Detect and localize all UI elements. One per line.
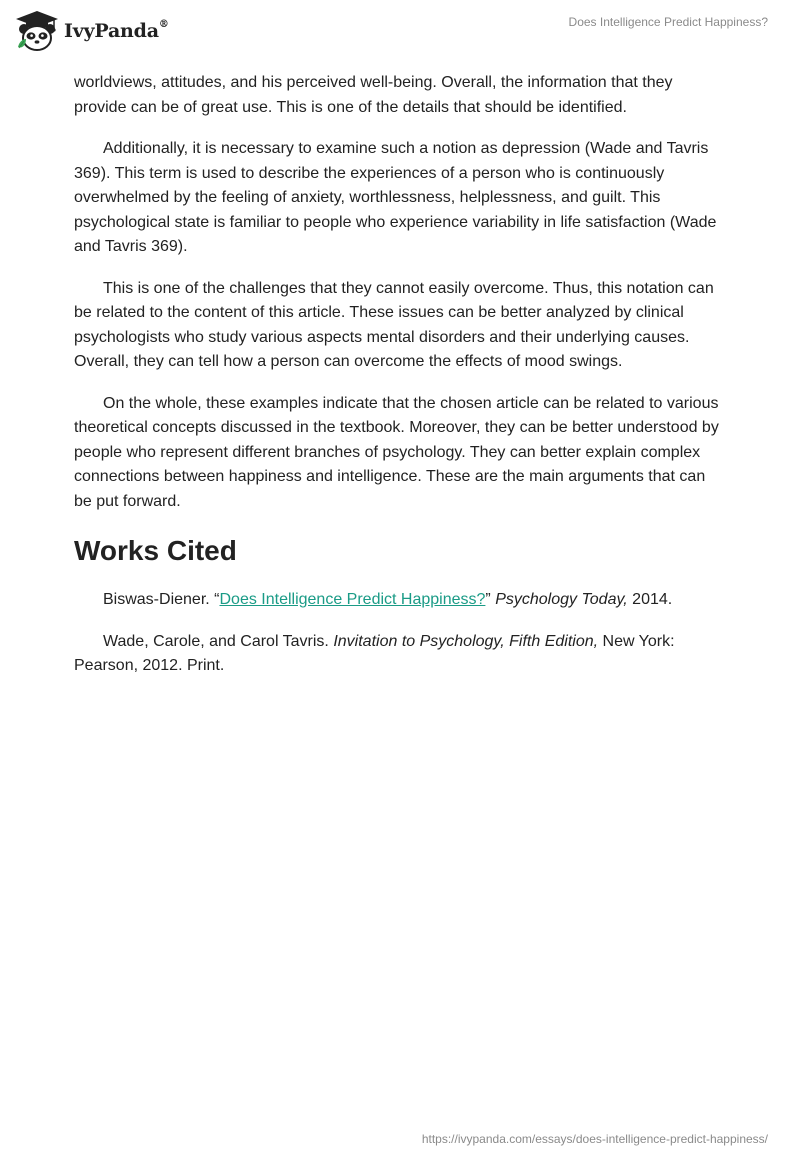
works-cited-heading: Works Cited (74, 535, 237, 566)
citation-source: Psychology Today, (495, 591, 628, 608)
citation-author: Wade, Carole, and Carol Tavris. (103, 632, 334, 650)
essay-content (74, 71, 726, 696)
document-title: Does Intelligence Predict Happiness? (568, 15, 768, 29)
paragraph: On the whole, these examples indicate that the chosen article can be related to various theoretical concepts discussed in the textbook. Moreover, they can be better understood by people who represent different branches of psychology. They can better explain complex connections between happiness and intelligence. These are the main arguments that can be put forward. (74, 394, 719, 510)
citation-title: Invitation to Psychology, Fifth Edition, (333, 632, 599, 650)
footer-url[interactable]: https://ivypanda.com/essays/does-intelligence-predict-happiness/ (421, 1132, 768, 1146)
ivypanda-logo[interactable] (14, 9, 169, 53)
citation-entry (74, 588, 726, 613)
paragraph: worldviews, attitudes, and his perceived well-being. Overall, the information that they provide can be of great use. This is one of the details that should be identified. (74, 74, 673, 116)
panda-graduation-icon (14, 9, 60, 53)
page-header (0, 0, 800, 62)
citation-entry (74, 630, 726, 679)
citation-author: Biswas-Diener. “ (103, 591, 220, 608)
logo-wordmark: IvyPanda® (64, 18, 169, 42)
paragraph: This is one of the challenges that they cannot easily overcome. Thus, this notation can be related to the content of this article. These issues can be better analyzed by clinical psychologists who study various aspects mental disorders and their underlying causes. Overall, they can tell how a person can overcome the effects of mood swings. (74, 279, 714, 370)
citation-link[interactable]: Does Intelligence Predict Happiness? (219, 591, 486, 608)
paragraph: Additionally, it is necessary to examine such a notion as depression (Wade and Tavris 369). This term is used to describe the experiences of a person who is continuously overwhelmed by the feeling of anxiety, worthlessness, helplessness, and guilt. This psychological state is familiar to people who experience variability in life satisfaction (Wade and Tavris 369). (74, 140, 717, 255)
citation-year: 2014. (627, 591, 673, 608)
citation-quote-close: ” (485, 591, 496, 608)
citation-publisher: New York: Pearson, 2012. Print. (74, 632, 675, 674)
